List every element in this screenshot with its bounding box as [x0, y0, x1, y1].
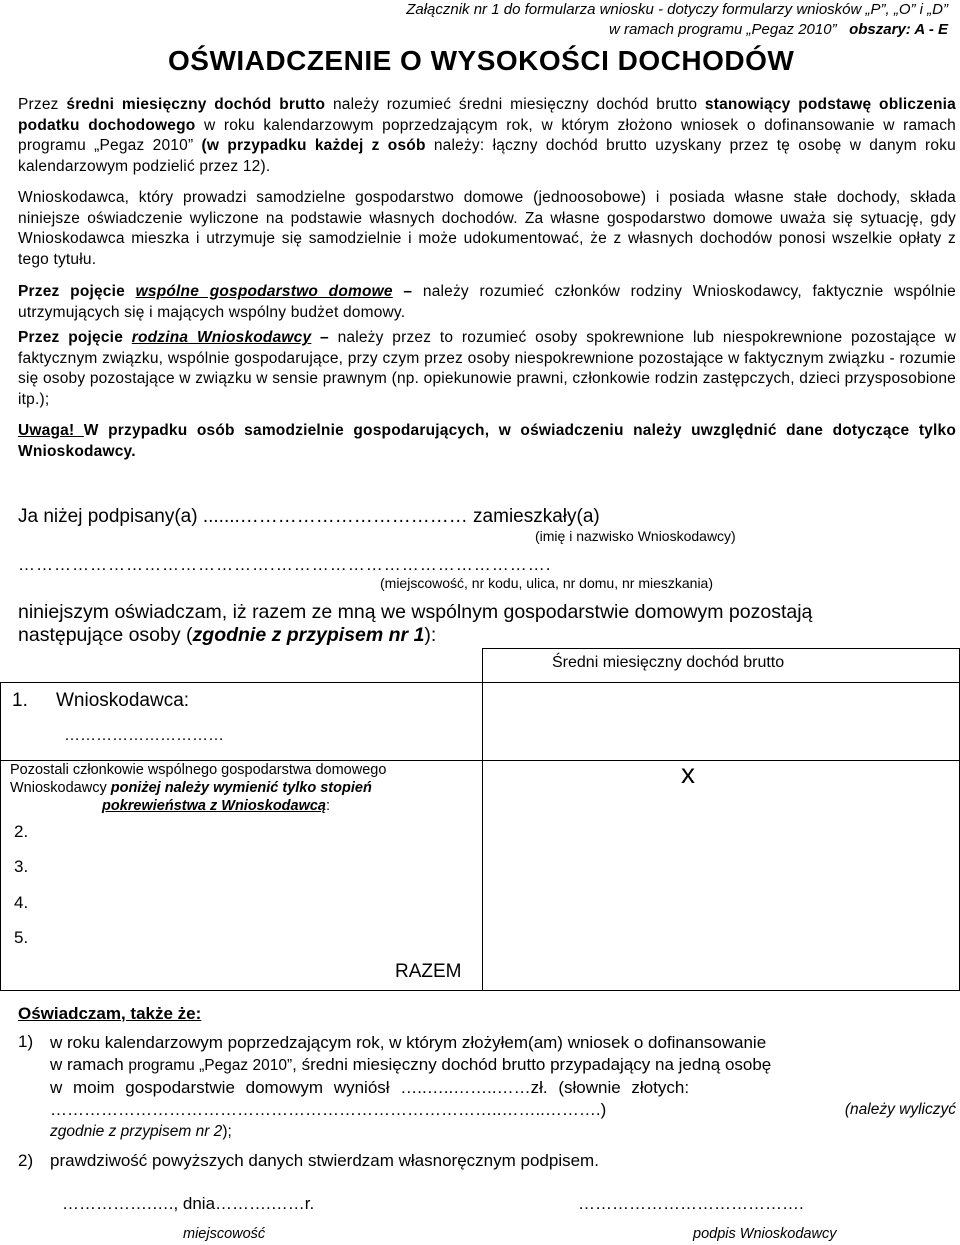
x-mark: x [681, 758, 695, 789]
p3-text: należy rozumieć członków rodziny Wnioskodawcy, faktycznie wspólnie utrzymujących się i mających wspólny budżet domowy. [18, 283, 956, 321]
family-definition-paragraph [18, 328, 956, 410]
item1-line4 [50, 1099, 956, 1121]
statement2-text: następujące osoby ( [18, 624, 193, 646]
total-label: RAZEM [395, 961, 462, 982]
document-title: OŚWIADCZENIE O WYSOKOŚCI DOCHODÓW [168, 45, 795, 76]
table-row1-border [0, 760, 960, 761]
warning-text: W przypadku osób samodzielnie gospodarujących, w oświadczeniu należy uwzględnić dane dotyczące tylko Wnioskodawcy. [18, 422, 956, 460]
p1-text2: należy rozumieć średni miesięczny dochód brutto [325, 96, 705, 113]
others-line2 [10, 780, 372, 796]
item1-number: 1) [18, 1032, 34, 1051]
others-colon: : [326, 798, 331, 814]
common-household-paragraph [18, 282, 956, 323]
p1-bold2: stanowiący podstawę obliczenia podatku dochodowego [18, 96, 956, 134]
item1-line1: w roku kalendarzowym poprzedzającym rok, w którym złożyłem(am) wniosek o dofinansowanie [50, 1033, 767, 1052]
item1-footnote: zgodnie z przypisem nr 2 [50, 1123, 223, 1140]
item1-line2c: , średni miesięczny dochód brutto przypadający na jedną osobę [292, 1055, 772, 1074]
others-line2-text: Wnioskodawcy [10, 780, 111, 796]
item1-line4-dots: ……………………………………………………………………..……..……….) [50, 1100, 607, 1119]
p1-bold1: średni miesięczny dochód brutto [66, 96, 326, 113]
p4-text: należy przez to rozumieć osoby spokrewnione lub niespokrewnione pozostające w faktycznym związku, wspólnie gospodarujące, przy czym przez osoby niespokrewnione pozostające w faktycznym związku - rozumie się osoby pozostające w związku w sensie prawnym (np. opiekunowie prawni, członkowie rodzin zastępczych, dzieci przysposobione itp.); [18, 329, 956, 408]
table-header-border [0, 682, 960, 683]
p1-bold3: (w przypadku każdej z osób [201, 137, 426, 154]
header-program-line [609, 20, 948, 40]
header-annex-line [406, 0, 948, 20]
others-line3-bold: pokrewieństwa z Wnioskodawcą [102, 798, 326, 814]
others-line3 [102, 798, 330, 814]
item1-line3: w moim gospodarstwie domowym wyniósł …..…..……..……zł. (słownie złotych: [50, 1078, 690, 1097]
item1-line5 [50, 1121, 956, 1143]
item1-end: ); [222, 1123, 232, 1140]
p3-bold1: Przez pojęcie [18, 283, 136, 300]
statement2-end: ): [424, 624, 437, 646]
p4-dash: – [311, 329, 329, 346]
signature-line: …………………………………. [578, 1194, 804, 1213]
single-household-paragraph: Wnioskodawca, który prowadzi samodzielne gospodarstwo domowe (jednoosobowe) i posiada własne stałe dochody, składa niniejsze oświadczenie wyliczone na podstawie własnych dochodów. Za własne gospodarstwo domowe uważa się sytuację, gdy Wnioskodawca mieszka i utrzymuje się samodzielnie i może udokumentować, że z własnych dochodów ponosi wszelkie opłaty z tego tytułu. [18, 189, 956, 268]
item1-line2b: programu „Pegaz 2010” [128, 1057, 293, 1074]
header-line1: Załącznik nr 1 do formularza wniosku - dotyczy formularzy wniosków „P”, „O” i „D” [406, 1, 948, 18]
warning-label: Uwaga! [18, 422, 84, 439]
item2-number: 2) [18, 1151, 34, 1170]
item1-line2 [50, 1054, 956, 1077]
row4-number: 4. [14, 893, 29, 912]
header-areas: obszary: A - E [849, 21, 948, 38]
definition-income-paragraph [18, 95, 956, 177]
address-dots: …………………………………….………………………………………. [18, 555, 552, 574]
table-bottom-border [0, 990, 960, 991]
row5-number: 5. [14, 928, 29, 947]
statement-line2 [18, 624, 436, 647]
applicant-dots: ………………………… [64, 727, 224, 744]
applicant-label: Wnioskodawca: [56, 690, 190, 711]
table-top-border [482, 648, 960, 649]
header-program: w ramach programu „Pegaz 2010” [608, 21, 837, 38]
also-heading-text: Oświadczam, także że: [18, 1004, 202, 1023]
row2-number: 2. [14, 822, 29, 841]
address-caption: (miejscowość, nr kodu, ulica, nr domu, nr mieszkania) [380, 575, 714, 591]
others-line1: Pozostali członkowie wspólnego gospodarstwa domowego [10, 762, 387, 778]
statement-line1: niniejszym oświadczam, iż razem ze mną we wspólnym gospodarstwie domowym pozostają [18, 601, 813, 623]
p1-text1: Przez [18, 96, 67, 113]
p4-bold1: Przez pojęcie [18, 329, 132, 346]
item1-line4-note: (należy wyliczyć [844, 1101, 956, 1118]
p3-dash: – [392, 283, 413, 300]
statement2-footnote: zgodnie z przypisem nr 1 [192, 624, 425, 646]
warning-paragraph [18, 421, 956, 462]
also-declare-heading [18, 1004, 201, 1024]
item1-text [50, 1032, 956, 1143]
row3-number: 3. [14, 857, 29, 876]
signature-caption: podpis Wnioskodawcy [693, 1226, 837, 1242]
income-column-header: Średni miesięczny dochód brutto [552, 654, 785, 671]
others-line2-bold: poniżej należy wymienić tylko stopień [110, 780, 372, 796]
p1-text3: w roku kalendarzowym poprzedzającym rok, w którym złożono wniosek o dofinansowanie w ramach programu „Pegaz 2010” [18, 116, 956, 154]
table-mid-border [482, 648, 483, 991]
row1-number: 1. [12, 690, 28, 711]
p1-text4: należy: łączny dochód brutto uzyskany przez tę osobę w danym roku kalendarzowym podzielić przez 12). [18, 137, 956, 175]
name-caption: (imię i nazwisko Wnioskodawcy) [535, 528, 736, 544]
p3-term: wspólne gospodarstwo domowe [135, 283, 393, 300]
place-date-line: …………….…., dnia……….……r. [62, 1194, 315, 1213]
item1-line2a: w ramach [50, 1055, 129, 1074]
p4-term: rodzina Wnioskodawcy [131, 329, 312, 346]
place-caption: miejscowość [183, 1226, 266, 1242]
declarant-name-line: Ja niżej podpisany(a) .......……………………………… zamieszkały(a) [18, 506, 600, 527]
item2-text: prawdziwość powyższych danych stwierdzam własnoręcznym podpisem. [50, 1151, 599, 1170]
table-left-border [0, 682, 1, 991]
